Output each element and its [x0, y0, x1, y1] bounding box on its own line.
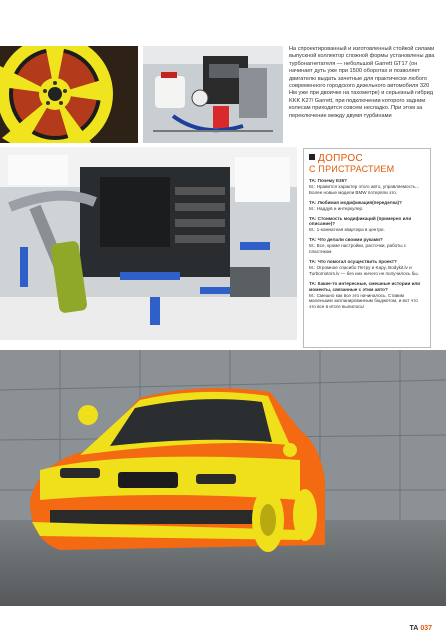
brake-fluid-photo: [143, 46, 283, 143]
page-footer: [409, 625, 432, 632]
page-number: 037: [420, 625, 432, 632]
question: ТА: Стоимость модификаций (примерно или описание)?: [309, 215, 412, 227]
magazine-label: ТА: [409, 625, 419, 632]
question: ТА: Какие-то интересные, смешные истории или моменты, связанные с этим авто?: [309, 280, 421, 292]
sidebar-heading: ДОПРОС: [309, 153, 425, 164]
qa-item: [309, 237, 425, 255]
qa-item: [309, 178, 425, 196]
engine-bay-photo: [0, 147, 297, 340]
interview-sidebar: [303, 148, 431, 348]
answer: М.: Смешно как все это начиналось. Ставим маленьким запланированным бюджетом, и вот что это все в итоге вылилось!: [309, 292, 418, 310]
qa-item: [309, 216, 425, 234]
answer: М.: Все, кроме настройки, расточки, работы с пластиком: [309, 243, 407, 255]
question: ТА: Любимая модификация(переделка)?: [309, 199, 402, 205]
article-paragraph: На спроектированный и изготовленный стойкой силами выпускной коллектор сложной формы установлены два турбонагнетателя — небольшой Garrett GT17 (он начинает дуть уже при 1500 оборотах и позволяет двигателю выдать зачетные для практически любого современного городского дизельного автомобиля 320 Нм уже при двоичке на тахометре) и серьезный гибрид KKK K27/ Garrett, при подключении которого задним колесам приходится совсем несладко. При этом за переключение между двумя турбинами: [289, 46, 435, 119]
question: ТА: Что помогал осуществить проект?: [309, 258, 397, 264]
answer: М.: Нравится характер этого авто, управляемость... Более новые модели BMW потеряли это.: [309, 183, 420, 195]
question: ТА: Почему Е36?: [309, 178, 347, 183]
question: ТА: Что делали своими руками?: [309, 237, 383, 243]
answer: М.: Огромное спасибо Петру и Kapy, Bodykit.lv и Turbomotors.lv — без них ничего не получилось бы.: [309, 264, 419, 276]
sidebar-subheading: С ПРИСТРАСТИЕМ: [309, 164, 395, 174]
answer: М.: 1-комнатная квартира в центре.: [309, 227, 385, 233]
qa-item: [309, 259, 425, 277]
car-photo: [0, 350, 446, 606]
qa-list: [309, 178, 425, 310]
qa-item: [309, 281, 425, 311]
square-icon: [309, 154, 315, 160]
wheel-photo: [0, 46, 138, 143]
qa-item: [309, 200, 425, 212]
answer: М.: Наддув и интеркулер.: [309, 205, 364, 211]
